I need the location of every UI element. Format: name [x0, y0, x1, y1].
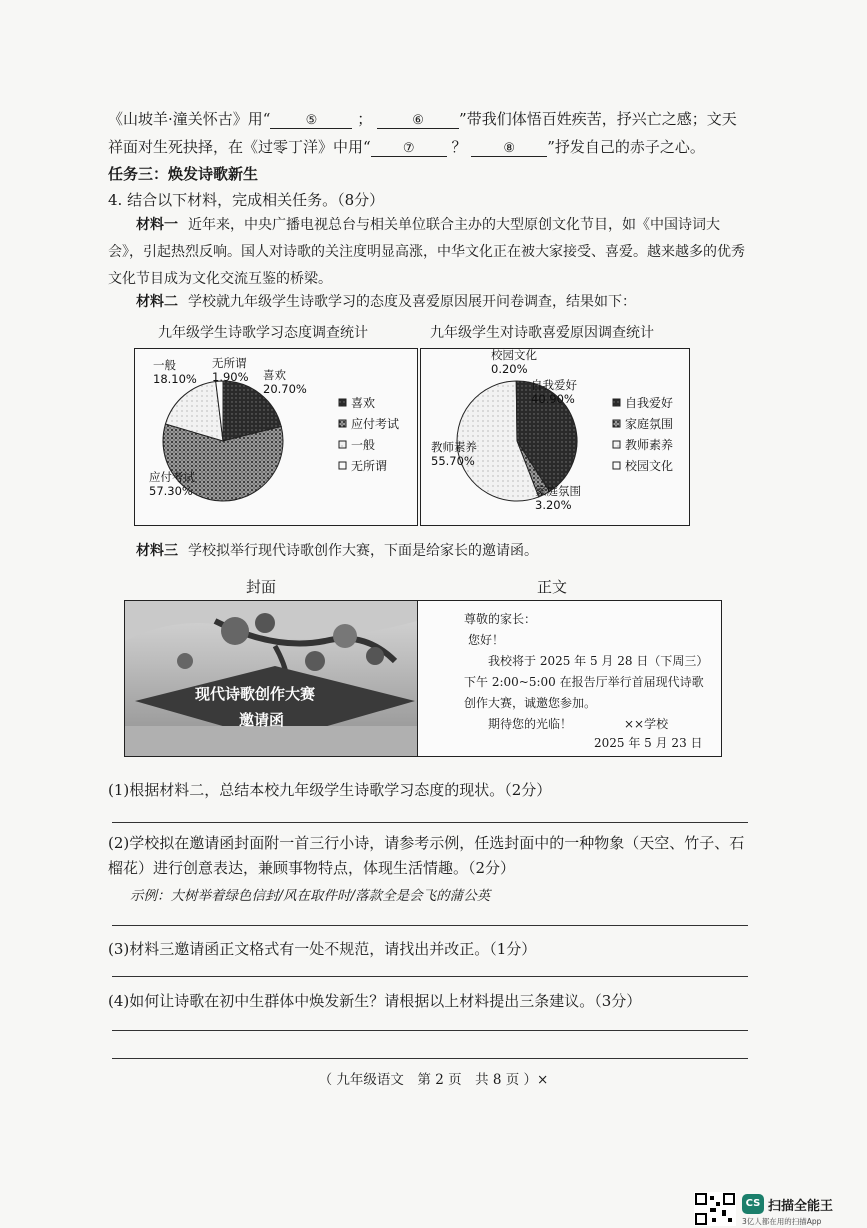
brand-name: 扫描全能王: [768, 1199, 834, 1214]
answer-line[interactable]: [112, 976, 748, 977]
material-label: 材料一: [136, 217, 178, 233]
cover-title: 现代诗歌创作大赛: [195, 685, 316, 703]
blank-7[interactable]: ⑦: [371, 141, 447, 157]
sub-question-1: (1)根据材料二，总结本校九年级学生诗歌学习态度的现状。（2分）: [108, 781, 552, 799]
material-3: [108, 538, 753, 565]
cover-subtitle: 邀请函: [239, 711, 285, 729]
slice-value-label: 18.10%: [153, 372, 197, 386]
letter-greeting: 您好！: [468, 633, 505, 647]
blank-5[interactable]: ⑤: [270, 113, 352, 129]
chart-2-title: 九年级学生对诗歌喜爱原因调查统计: [430, 325, 654, 341]
legend-label: 应付考试: [351, 417, 400, 431]
material-label: 材料二: [136, 294, 178, 310]
sub-question-3: (3)材料三邀请函正文格式有一处不规范，请找出并改正。（1分）: [108, 940, 537, 958]
slice-value-label: 0.20%: [491, 362, 528, 376]
invitation-cover: [124, 600, 418, 757]
slice-label: 教师素养: [431, 440, 477, 454]
qr-code-icon: [694, 1192, 736, 1226]
text: ”带我们体悟百姓疾苦，抒兴亡之感；文天: [459, 110, 737, 128]
chart-2-frame: [420, 348, 690, 526]
letter-closing: 期待您的光临！: [488, 717, 573, 731]
legend-swatch: [613, 441, 620, 448]
material-text: 近年来，中央广播电视总台与相关单位联合主办的大型原创文化节目，如《中国诗词大会》，引起热烈反响。国人对诗歌的关注度明显高涨，中华文化正在被大家接受、喜爱。越来越多的优秀文化节目成为文化交流互鉴的桥梁。: [108, 217, 745, 287]
legend-label: 家庭氛围: [625, 417, 674, 431]
poem-fill-line-1: [108, 108, 737, 129]
slice-value-label: 3.20%: [535, 498, 572, 512]
body-caption: 正文: [537, 578, 568, 596]
question-4: 4. 结合以下材料，完成相关任务。（8分）: [108, 191, 385, 209]
slice-label: 一般: [153, 358, 176, 372]
text: 《山坡羊·潼关怀古》用“: [108, 110, 271, 128]
legend-label: 喜欢: [351, 396, 376, 410]
text: ”抒发自己的赤子之心。: [547, 138, 705, 156]
letter-salutation: 尊敬的家长：: [464, 612, 537, 626]
sub-question-2-a: (2)学校拟在邀请函封面附一首三行小诗，请参考示例，任选封面中的一种物象（天空、竹子、石: [108, 834, 745, 852]
slice-label: 无所谓: [212, 356, 247, 370]
answer-line[interactable]: [112, 925, 748, 926]
pie-chart-reasons: [421, 349, 689, 525]
letter-signer: ××学校: [624, 717, 669, 731]
slice-label: 家庭氛围: [535, 484, 581, 498]
example-text: 示例：大树举着绿色信封/风在取件时/落款全是会飞的蒲公英: [130, 888, 491, 904]
blank-8[interactable]: ⑧: [471, 141, 547, 157]
legend-label: 一般: [351, 438, 376, 452]
material-text: 学校就九年级学生诗歌学习的态度及喜爱原因展开问卷调查，结果如下：: [188, 294, 636, 310]
text: 祥面对生死抉择，在《过零丁洋》中用“: [108, 138, 371, 156]
legend-label: 自我爱好: [625, 396, 674, 410]
sub-question-4: (4)如何让诗歌在初中生群体中焕发新生？请根据以上材料提出三条建议。（3分）: [108, 992, 642, 1010]
text: ？: [451, 138, 467, 156]
legend-swatch: [339, 420, 346, 427]
slice-value-label: 40.90%: [531, 392, 575, 406]
cover-illustration: [125, 601, 417, 756]
legend-swatch: [339, 462, 346, 469]
legend-swatch: [613, 420, 620, 427]
answer-line[interactable]: [112, 1030, 748, 1031]
slice-label: 应付考试: [149, 470, 195, 484]
slice-value-label: 1.90%: [212, 370, 249, 384]
brand-tagline: 3亿人都在用的扫描App: [742, 1217, 822, 1226]
sub-question-2-b: 榴花）进行创意表达，兼顾事物特点，体现生活情趣。（2分）: [108, 859, 516, 877]
task-heading: 任务三：焕发诗歌新生: [108, 165, 259, 183]
material-2: [108, 289, 753, 316]
slice-label: 自我爱好: [531, 378, 577, 392]
slice-value-label: 20.70%: [263, 382, 307, 396]
poem-fill-line-2: [108, 136, 705, 157]
material-text: 学校拟举行现代诗歌创作大赛，下面是给家长的邀请函。: [188, 543, 538, 559]
blank-6[interactable]: ⑥: [377, 113, 459, 129]
legend-label: 教师素养: [625, 438, 674, 452]
material-1: [108, 212, 753, 293]
cs-logo-icon: CS: [742, 1194, 764, 1214]
cover-caption: 封面: [246, 578, 277, 596]
page-footer: （ 九年级语文 第 2 页 共 8 页 ）×: [318, 1072, 549, 1088]
answer-line[interactable]: [112, 822, 748, 823]
letter-paragraph: 我校将于 2025 年 5 月 28 日（下周三）下午 2:00~5:00 在报告厅举行首届现代诗歌创作大赛，诚邀您参加。: [464, 654, 709, 710]
legend-swatch: [613, 399, 620, 406]
legend-label: 校园文化: [625, 459, 674, 473]
material-label: 材料三: [136, 543, 178, 559]
legend-swatch: [339, 441, 346, 448]
chart-1-title: 九年级学生诗歌学习态度调查统计: [158, 325, 368, 341]
chart-1-frame: [134, 348, 418, 526]
slice-label: 校园文化: [491, 349, 537, 362]
slice-value-label: 55.70%: [431, 454, 475, 468]
slice-value-label: 57.30%: [149, 484, 193, 498]
answer-line[interactable]: [112, 1058, 748, 1059]
legend-swatch: [613, 462, 620, 469]
letter-date: 2025 年 5 月 23 日: [594, 736, 703, 750]
slice-label: 喜欢: [263, 368, 286, 382]
invitation-body: [417, 600, 722, 757]
text: ；: [357, 110, 373, 128]
pie-chart-attitude: [135, 349, 417, 525]
legend-swatch: [339, 399, 346, 406]
legend-label: 无所谓: [351, 459, 388, 473]
